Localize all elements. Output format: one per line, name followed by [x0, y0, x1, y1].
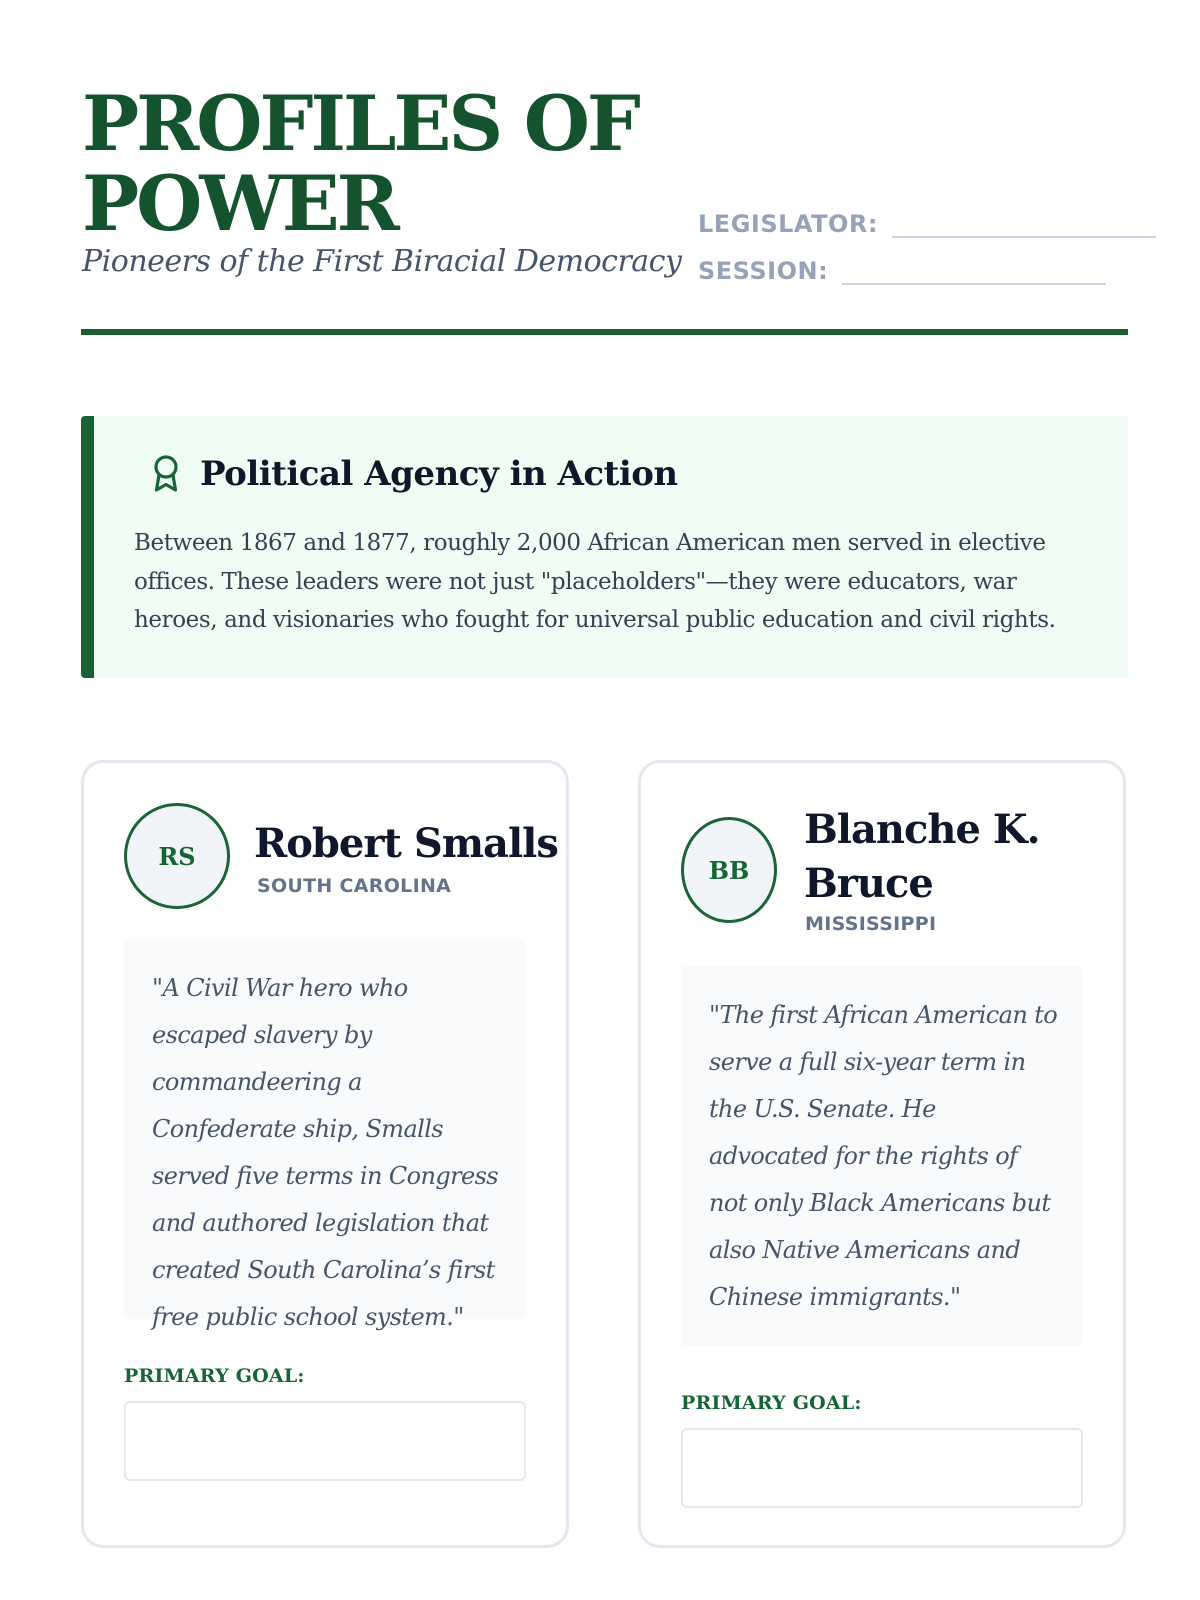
profile-state: SOUTH CAROLINA — [257, 875, 452, 897]
profile-name: Blanche K. Bruce — [804, 806, 1040, 907]
avatar: BB — [681, 817, 777, 923]
profile-quote: "A Civil War hero who escaped slavery by commandeering a Confederate ship, Smalls served five terms in Congress and authored legislation that created South Carolina’s first free public school system." — [152, 974, 499, 1331]
intro-callout — [81, 416, 1128, 678]
avatar: RS — [124, 803, 230, 909]
award-ribbon-icon — [150, 454, 182, 494]
quote-box — [681, 966, 1083, 1346]
primary-goal-input[interactable] — [124, 1401, 526, 1481]
legislator-field — [698, 210, 1156, 238]
session-field — [698, 257, 1106, 285]
profile-quote: "The first African American to serve a full six-year term in the U.S. Senate. He advocated for the rights of not only Black Americans but also Native Americans and Chinese immigrants." — [709, 1001, 1058, 1311]
quote-box — [124, 939, 526, 1331]
header-divider — [81, 329, 1128, 335]
session-label: SESSION: — [698, 257, 829, 285]
primary-goal-input[interactable] — [681, 1428, 1083, 1508]
profile-card-blanche-bruce — [638, 760, 1126, 1548]
callout-body: Between 1867 and 1877, roughly 2,000 African American men served in elective offices. These leaders were not just "placeholders"—they were educators, war heroes, and visionaries who fought for universal public education and civil rights. — [134, 530, 1056, 633]
primary-goal-label: PRIMARY GOAL: — [124, 1365, 305, 1387]
title-line-1: PROFILES OF — [82, 79, 638, 168]
profile-card-robert-smalls — [81, 760, 569, 1548]
profile-state: MISSISSIPPI — [805, 913, 937, 935]
legislator-blank-line[interactable] — [892, 210, 1156, 238]
page-title — [82, 79, 638, 248]
callout-header — [150, 454, 678, 494]
profile-name: Robert Smalls — [254, 820, 558, 867]
legislator-label: LEGISLATOR: — [698, 210, 878, 238]
session-blank-line[interactable] — [842, 257, 1106, 285]
page-subtitle: Pioneers of the First Biracial Democracy — [82, 244, 682, 279]
title-line-2: POWER — [82, 159, 397, 248]
callout-title: Political Agency in Action — [200, 454, 678, 494]
primary-goal-label: PRIMARY GOAL: — [681, 1392, 862, 1414]
